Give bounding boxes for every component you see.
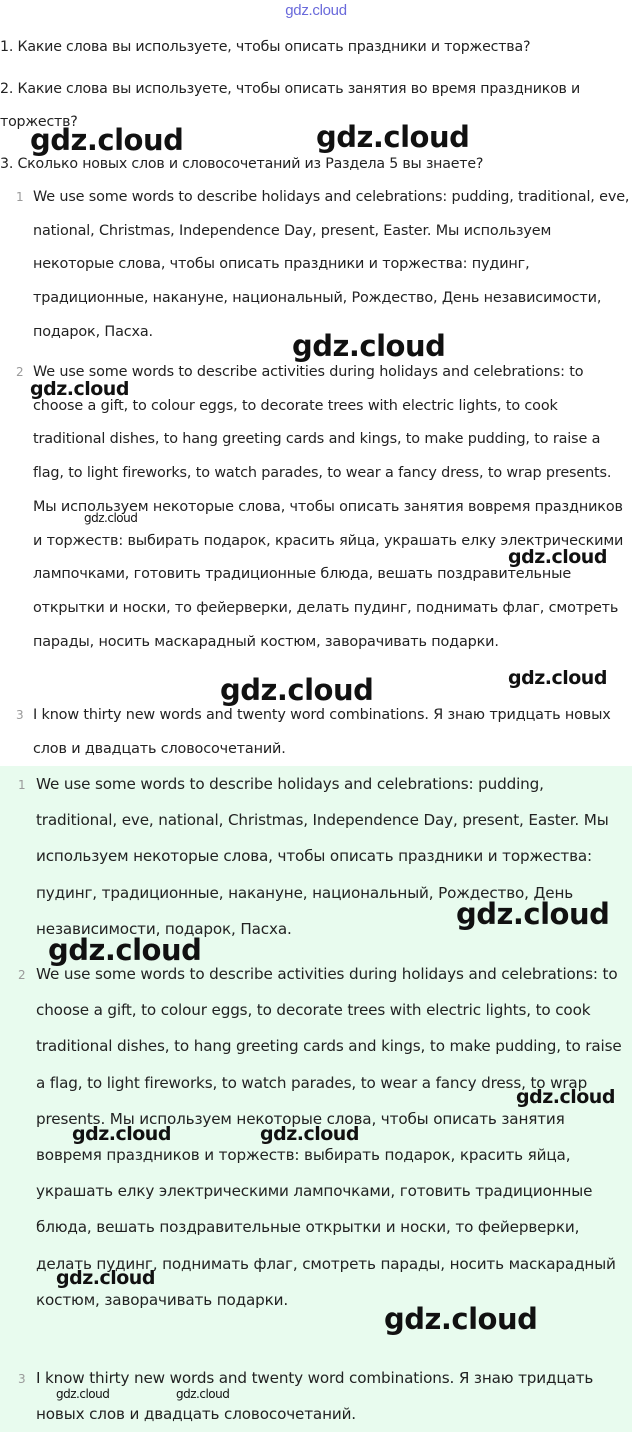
watermark: gdz.cloud: [316, 120, 470, 154]
item-number: 3: [16, 708, 24, 722]
watermark: gdz.cloud: [56, 1267, 155, 1289]
watermark: gdz.cloud: [30, 378, 129, 400]
site-header-link[interactable]: gdz.cloud: [285, 2, 347, 19]
answer-block-2-item-3: [18, 1360, 626, 1432]
answer-text: We use some words to describe holidays and celebrations: pudding, traditional, eve, national, Christmas, Independence Day, present, Easter. Мы используем некоторые слова, чтобы описать праздники и торжества: пудинг, традиционные, накануне, национальный, Рождество, День независимости, подарок, Пасха.: [33, 189, 630, 340]
item-number: 2: [18, 968, 26, 982]
watermark: gdz.cloud: [30, 123, 184, 157]
watermark: gdz.cloud: [48, 933, 202, 967]
watermark: gdz.cloud: [260, 1123, 359, 1145]
watermark: gdz.cloud: [176, 1387, 230, 1401]
answer-text: We use some words to describe activities during holidays and celebrations: to choose a gift, to colour eggs, to decorate trees with electric lights, to cook traditional dishes, to hang greeting cards and kings, to make pudding, to raise a flag, to light fireworks, to watch parades, to wear a fancy dress, to wrap presents. Мы используем некоторые слова, чтобы описать занятия вовремя праздников и торжеств: выбирать подарок, красить яйца, украшать елку электрическими лампочками, готовить традиционные блюда, вешать поздравительные открытки и носки, то фейерверки, делать пудинг, поднимать флаг, смотреть парады, носить маскарадный костюм, заворачивать подарки.: [33, 364, 624, 650]
answer-text: We use some words to describe holidays and celebrations: pudding, traditional, eve, national, Christmas, Independence Day, present, Easter. Мы используем некоторые слова, чтобы описать праздники и торжества: пудинг, традиционные, накануне, национальный, Рождество, День независимости, подарок, Пасха.: [36, 775, 609, 938]
answer-text: We use some words to describe activities during holidays and celebrations: to choose a gift, to colour eggs, to decorate trees with electric lights, to cook traditional dishes, to hang greeting cards and kings, to make pudding, to raise a flag, to light fireworks, to watch parades, to wear a fancy dress, to wrap presents. Мы используем некоторые слова, чтобы описать занятия вовремя праздников и торжеств: выбирать подарок, красить яйца, украшать елку электрическими лампочками, готовить традиционные блюда, вешать поздравительные открытки и носки, то фейерверки, делать пудинг, поднимать флаг, смотреть парады, носить маскарадный костюм, заворачивать подарки.: [36, 965, 622, 1309]
watermark: gdz.cloud: [384, 1302, 538, 1336]
answer-block-1-item-3: [16, 699, 632, 766]
watermark: gdz.cloud: [220, 673, 374, 707]
answer-text: I know thirty new words and twenty word combinations. Я знаю тридцать новых слов и двадцать словосочетаний.: [36, 1369, 594, 1424]
watermark: gdz.cloud: [508, 546, 607, 568]
watermark: gdz.cloud: [72, 1123, 171, 1145]
question-3: 3. Сколько новых слов и словосочетаний из Раздела 5 вы знаете?: [0, 156, 484, 172]
question-2: 2. Какие слова вы используете, чтобы описать занятия во время праздников и торжеств?: [0, 81, 581, 130]
watermark: gdz.cloud: [456, 897, 610, 931]
item-number: 1: [18, 778, 26, 792]
watermark: gdz.cloud: [84, 511, 138, 525]
item-number: 1: [16, 190, 24, 204]
answer-block-1-item-1: [16, 181, 632, 350]
watermark: gdz.cloud: [508, 667, 607, 689]
watermark: gdz.cloud: [516, 1086, 615, 1108]
question-1: 1. Какие слова вы используете, чтобы описать праздники и торжества?: [0, 39, 531, 55]
item-number: 3: [18, 1372, 26, 1386]
watermark: gdz.cloud: [56, 1387, 110, 1401]
item-number: 2: [16, 365, 24, 379]
answer-block-1-item-2: [16, 356, 632, 659]
watermark: gdz.cloud: [292, 329, 446, 363]
answer-text: I know thirty new words and twenty word combinations. Я знаю тридцать новых слов и двадцать словосочетаний.: [33, 707, 611, 757]
